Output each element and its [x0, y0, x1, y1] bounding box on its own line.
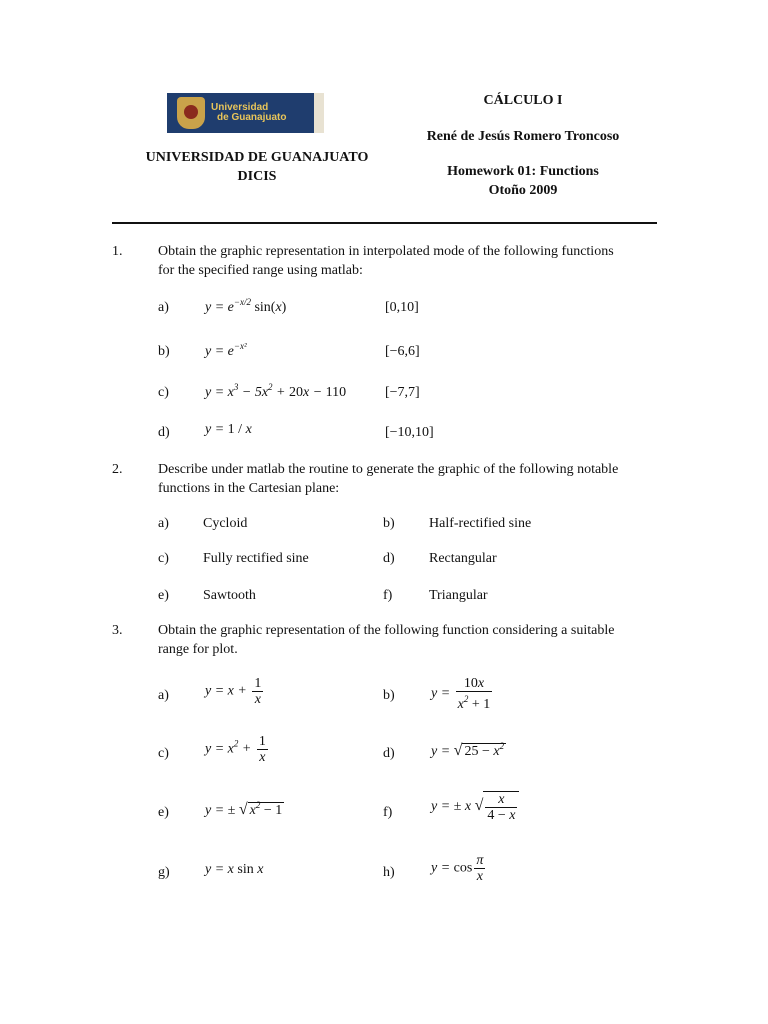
q3-function-c: $y = x^2$ + $\frac{1}{x}$: [205, 734, 266, 765]
q1-function-b: $y = e^{-x^2}$: [205, 341, 247, 359]
q1-number: 1.: [112, 244, 123, 259]
q3-label-h: h): [383, 865, 395, 880]
q3-function-h: y = cos $\frac{\pi}{x}$: [431, 853, 484, 884]
q3-function-d: y = √ $25 - x^2$: [431, 741, 505, 759]
q3-label-a: a): [158, 688, 169, 703]
homework-title: Homework 01: Functions: [447, 164, 599, 179]
q2-label-a: a): [158, 516, 169, 531]
q3-label-g: g): [158, 865, 170, 880]
q1-label-a: a): [158, 300, 169, 315]
q1-label-b: b): [158, 344, 170, 359]
q2-label-d: d): [383, 551, 395, 566]
q3-label-f: f): [383, 805, 393, 820]
q3-label-c: c): [158, 746, 169, 761]
division-name: DICIS: [237, 169, 277, 184]
q1-range-b: [−6,6]: [385, 344, 420, 359]
university-logo: [167, 93, 324, 133]
seal-icon: [177, 97, 205, 129]
q1-range-a: [0,10]: [385, 300, 419, 315]
q1-function-d: y = 1 / x: [205, 422, 252, 437]
logo-stripe: [314, 93, 324, 133]
course-title: CÁLCULO I: [483, 93, 563, 108]
q3-function-g: y = x sin x: [205, 862, 264, 877]
q3-function-b: y = $\frac{10x}{x^2 + 1}$: [431, 676, 491, 712]
q1-function-c: $y = x^3 - 5x^2 + 20x - 110$: [205, 382, 347, 400]
university-name: UNIVERSIDAD DE GUANAJUATO: [145, 150, 369, 165]
q2-item-d: Rectangular: [429, 551, 497, 566]
q2-label-f: f): [383, 588, 393, 603]
q1-function-a: $y = e^{-x/2}$ sin(x): [205, 297, 287, 315]
q3-text-line1: Obtain the graphic representation of the following function considering a suitable: [158, 623, 615, 638]
q3-function-e: y = ± √ $x^2 - 1$: [205, 800, 283, 818]
q2-text-line2: functions in the Cartesian plane:: [158, 481, 340, 496]
q1-text-line1: Obtain the graphic representation in interpolated mode of the following functions: [158, 244, 614, 259]
q1-range-d: [−10,10]: [385, 425, 434, 440]
logo-text-line1: Universidad: [211, 102, 269, 113]
header-divider: [112, 222, 657, 224]
q3-label-d: d): [383, 746, 395, 761]
q2-text-line1: Describe under matlab the routine to generate the graphic of the following notable: [158, 462, 619, 477]
q1-label-d: d): [158, 425, 170, 440]
q2-label-e: e): [158, 588, 169, 603]
q2-item-e: Sawtooth: [203, 588, 256, 603]
term: Otoño 2009: [488, 183, 558, 198]
author-name: René de Jesús Romero Troncoso: [426, 129, 620, 144]
q2-item-f: Triangular: [429, 588, 488, 603]
q3-function-f: y = ± x √ $\frac{x}{4 - x}$: [431, 791, 521, 823]
q2-number: 2.: [112, 462, 123, 477]
logo-text-line2: de Guanajuato: [217, 112, 287, 123]
q3-function-a: y = x + $\frac{1}{x}$: [205, 676, 262, 707]
q2-label-b: b): [383, 516, 395, 531]
q2-item-c: Fully rectified sine: [203, 551, 309, 566]
q3-label-e: e): [158, 805, 169, 820]
q1-range-c: [−7,7]: [385, 385, 420, 400]
q3-label-b: b): [383, 688, 395, 703]
q2-label-c: c): [158, 551, 169, 566]
q3-number: 3.: [112, 623, 123, 638]
q2-item-a: Cycloid: [203, 516, 248, 531]
q2-item-b: Half-rectified sine: [429, 516, 532, 531]
q1-label-c: c): [158, 385, 169, 400]
q1-text-line2: for the specified range using matlab:: [158, 263, 363, 278]
q3-text-line2: range for plot.: [158, 642, 238, 657]
